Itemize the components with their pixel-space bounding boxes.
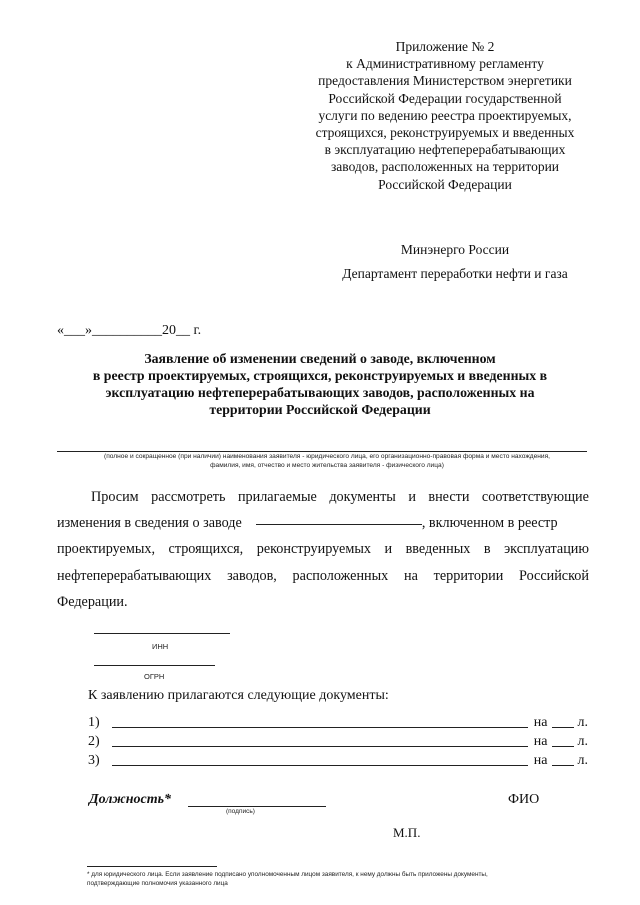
word: территории [433, 567, 504, 584]
header-line: к Административному регламенту [346, 56, 544, 72]
inn-field[interactable] [94, 633, 230, 634]
word: Российской [519, 567, 589, 584]
word: строящихся, [168, 541, 244, 558]
document-row [88, 713, 588, 731]
sheet-count-field[interactable] [552, 726, 574, 728]
word: проектируемых, [57, 541, 156, 558]
title-line: в реестр проектируемых, строящихся, реконструируемых и введенных в [92, 368, 548, 383]
word: нефтеперерабатывающих [57, 567, 212, 584]
signature-caption: (подпись) [226, 808, 255, 815]
row-number: 2) [88, 734, 100, 749]
word: расположенных [292, 567, 389, 584]
caption-line: (полное и сокращенное (при наличии) наименования заявителя - юридического лица, его организационно-правовая форма и место нахождения, [104, 453, 550, 460]
row-number: 3) [88, 753, 100, 768]
document-name-field[interactable] [112, 726, 528, 728]
stamp-label: М.П. [393, 825, 421, 840]
paragraph-line [57, 563, 589, 589]
footnote-line: * для юридического лица. Если заявление подписано уполномоченным лицом заявителя, к нему должны быть приложены документы, [87, 871, 488, 878]
word: и [408, 489, 416, 505]
word: на [404, 567, 418, 584]
document-name-field[interactable] [112, 764, 528, 766]
footnote-line: подтверждающие полномочия указанного лица [87, 880, 228, 887]
document-row [88, 732, 588, 750]
header-line: услуги по ведению реестра проектируемых, [318, 107, 572, 123]
header-line: Российской Федерации [378, 176, 512, 192]
ministry-name: Минэнерго России [400, 242, 510, 257]
header-line: Российской Федерации государственной [328, 90, 562, 106]
sheet-count-field[interactable] [552, 745, 574, 747]
paragraph-text: изменения в сведения о заводе [57, 515, 242, 532]
paragraph-text: Федерации. [57, 593, 128, 610]
addressee-block [300, 238, 610, 286]
header-line: заводов, расположенных на территории [330, 159, 560, 175]
paragraph-line [57, 484, 589, 510]
word: заводов, [227, 567, 277, 584]
header-line: Приложение № 2 [395, 39, 495, 54]
row-sheets-label: л. [577, 734, 588, 749]
row-sheets-label: л. [577, 753, 588, 768]
word: и [384, 541, 393, 558]
header-line: в эксплуатацию нефтеперерабатывающих [324, 142, 566, 158]
ogrn-label: ОГРН [144, 672, 165, 681]
annex-header [290, 38, 600, 193]
word: Просим [91, 489, 139, 505]
sheet-count-field[interactable] [552, 764, 574, 766]
paragraph-line [57, 510, 589, 536]
word: эксплуатацию [504, 541, 589, 558]
ogrn-field[interactable] [94, 665, 215, 666]
caption-line: фамилия, имя, отчество и место жительства заявителя - физического лица) [210, 462, 444, 469]
document-row [88, 751, 588, 769]
title-line: территории Российской Федерации [209, 402, 431, 417]
row-number: 1) [88, 715, 100, 730]
header-line: строящихся, реконструируемых и введенных [315, 125, 575, 141]
title-line: Заявление об изменении сведений о заводе, включенном [144, 351, 496, 366]
word: соответствующие [481, 489, 589, 505]
footnote-divider [87, 866, 217, 867]
row-on-label: на [533, 734, 548, 749]
document-name-field[interactable] [112, 745, 528, 747]
word: внести [428, 489, 470, 505]
request-paragraph [57, 484, 589, 615]
word: введенных [405, 541, 471, 558]
inn-label: ИНН [152, 642, 169, 651]
row-sheets-label: л. [577, 715, 588, 730]
header-line: предоставления Министерством энергетики [318, 73, 572, 89]
row-on-label: на [533, 715, 548, 730]
position-label: Должность* [89, 792, 172, 807]
document-title [60, 350, 580, 418]
footnote [87, 870, 597, 888]
word: в [483, 541, 491, 558]
paragraph-text: , включенном в реестр [421, 515, 558, 532]
date-field[interactable]: «___»__________20__ г. [57, 323, 202, 338]
signature-field[interactable] [188, 806, 326, 807]
word: рассмотреть [151, 489, 226, 505]
documents-intro: К заявлению прилагаются следующие документы: [88, 688, 389, 703]
word: документы [329, 489, 396, 505]
word: прилагаемые [237, 489, 317, 505]
row-on-label: на [533, 753, 548, 768]
department-name: Департамент переработки нефти и газа [342, 266, 568, 281]
word: реконструируемых [256, 541, 371, 558]
applicant-caption [57, 452, 597, 470]
paragraph-line [57, 589, 589, 615]
fio-label: ФИО [508, 792, 540, 807]
paragraph-line [57, 536, 589, 562]
plant-name-field[interactable] [256, 510, 422, 525]
title-line: эксплуатацию нефтеперерабатывающих заводов, расположенных на [105, 385, 535, 400]
